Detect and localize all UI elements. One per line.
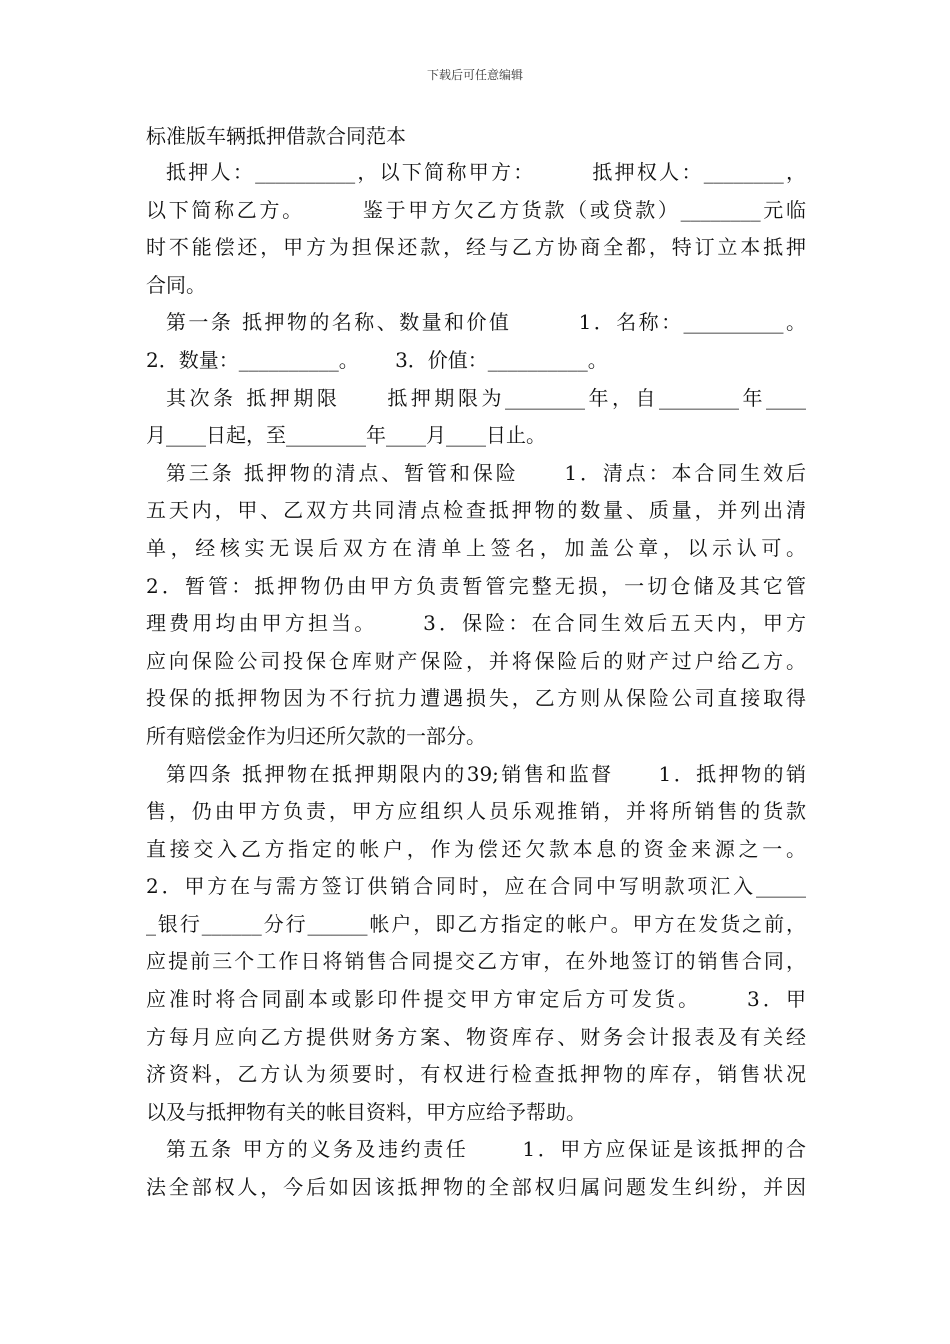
text-line: 法全部权人，今后如因该抵押物的全部权归属问题发生纠纷，并因: [146, 1175, 806, 1200]
text-line: 时不能偿还，甲方为担保还款，经与乙方协商全都，特订立本抵押: [146, 235, 806, 260]
text-line: 其次条 抵押期限 抵押期限为________年，自________年____: [166, 385, 806, 410]
text-line: 售，仍由甲方负责，甲方应组织人员乐观推销，并将所销售的货款: [146, 799, 806, 824]
text-line: 单，经核实无误后双方在清单上签名，加盖公章，以示认可。: [146, 535, 806, 560]
text-line: 方每月应向乙方提供财务方案、物资库存、财务会计报表及有关经: [146, 1024, 806, 1049]
text-line: 应向保险公司投保仓库财产保险，并将保险后的财产过户给乙方。: [146, 648, 806, 673]
text-line: _银行______分行______帐户，即乙方指定的帐户。甲方在发货之前，: [146, 911, 806, 936]
text-line: 应准时将合同副本或影印件提交甲方审定后方可发货。 3．甲: [146, 987, 806, 1012]
text-line: 以下简称乙方。 鉴于甲方欠乙方货款（或贷款）________元临: [146, 197, 806, 222]
text-line: 第五条 甲方的义务及违约责任 1．甲方应保证是该抵押的合: [166, 1137, 806, 1162]
text-line: 所有赔偿金作为归还所欠款的一部分。: [146, 723, 486, 748]
text-line: 第四条 抵押物在抵押期限内的39;销售和监督 1．抵押物的销: [166, 761, 806, 786]
text-line: 合同。: [146, 272, 206, 297]
text-line: 五天内，甲、乙双方共同清点检查抵押物的数量、质量，并列出清: [146, 498, 806, 523]
text-line: 抵押人：__________，以下简称甲方： 抵押权人：________，: [166, 160, 806, 184]
text-line: 理费用均由甲方担当。 3．保险：在合同生效后五天内，甲方: [146, 611, 806, 636]
text-line: 直接交入乙方指定的帐户，作为偿还欠款本息的资金来源之一。: [146, 836, 806, 861]
paragraph-lines: [146, 154, 806, 1207]
text-line: 应提前三个工作日将销售合同提交乙方审，在外地签订的销售合同，: [146, 949, 806, 974]
text-line: 2．甲方在与需方签订供销合同时，应在合同中写明款项汇入_____: [146, 874, 806, 899]
text-line: 第三条 抵押物的清点、暂管和保险 1．清点：本合同生效后: [166, 460, 806, 485]
text-line: 2．暂管：抵押物仍由甲方负责暂管完整无损，一切仓储及其它管: [146, 573, 806, 598]
document-body: [146, 118, 806, 1207]
text-line: 2．数量：__________。 3．价值：__________。: [146, 347, 608, 372]
text-line: 月____日起，至________年____月____日止。: [146, 423, 546, 448]
document-title: 标准版车辆抵押借款合同范本: [146, 124, 406, 148]
text-line: 以及与抵押物有关的帐目资料，甲方应给予帮助。: [146, 1099, 586, 1124]
text-line: 投保的抵押物因为不行抗力遭遇损失，乙方则从保险公司直接取得: [146, 686, 806, 711]
text-line: 第一条 抵押物的名称、数量和价值 1．名称：__________。: [166, 310, 806, 335]
text-line: 济资料，乙方认为须要时，有权进行检查抵押物的库存，销售状况: [146, 1062, 806, 1087]
page-header-note: 下载后可任意编辑: [426, 68, 523, 82]
